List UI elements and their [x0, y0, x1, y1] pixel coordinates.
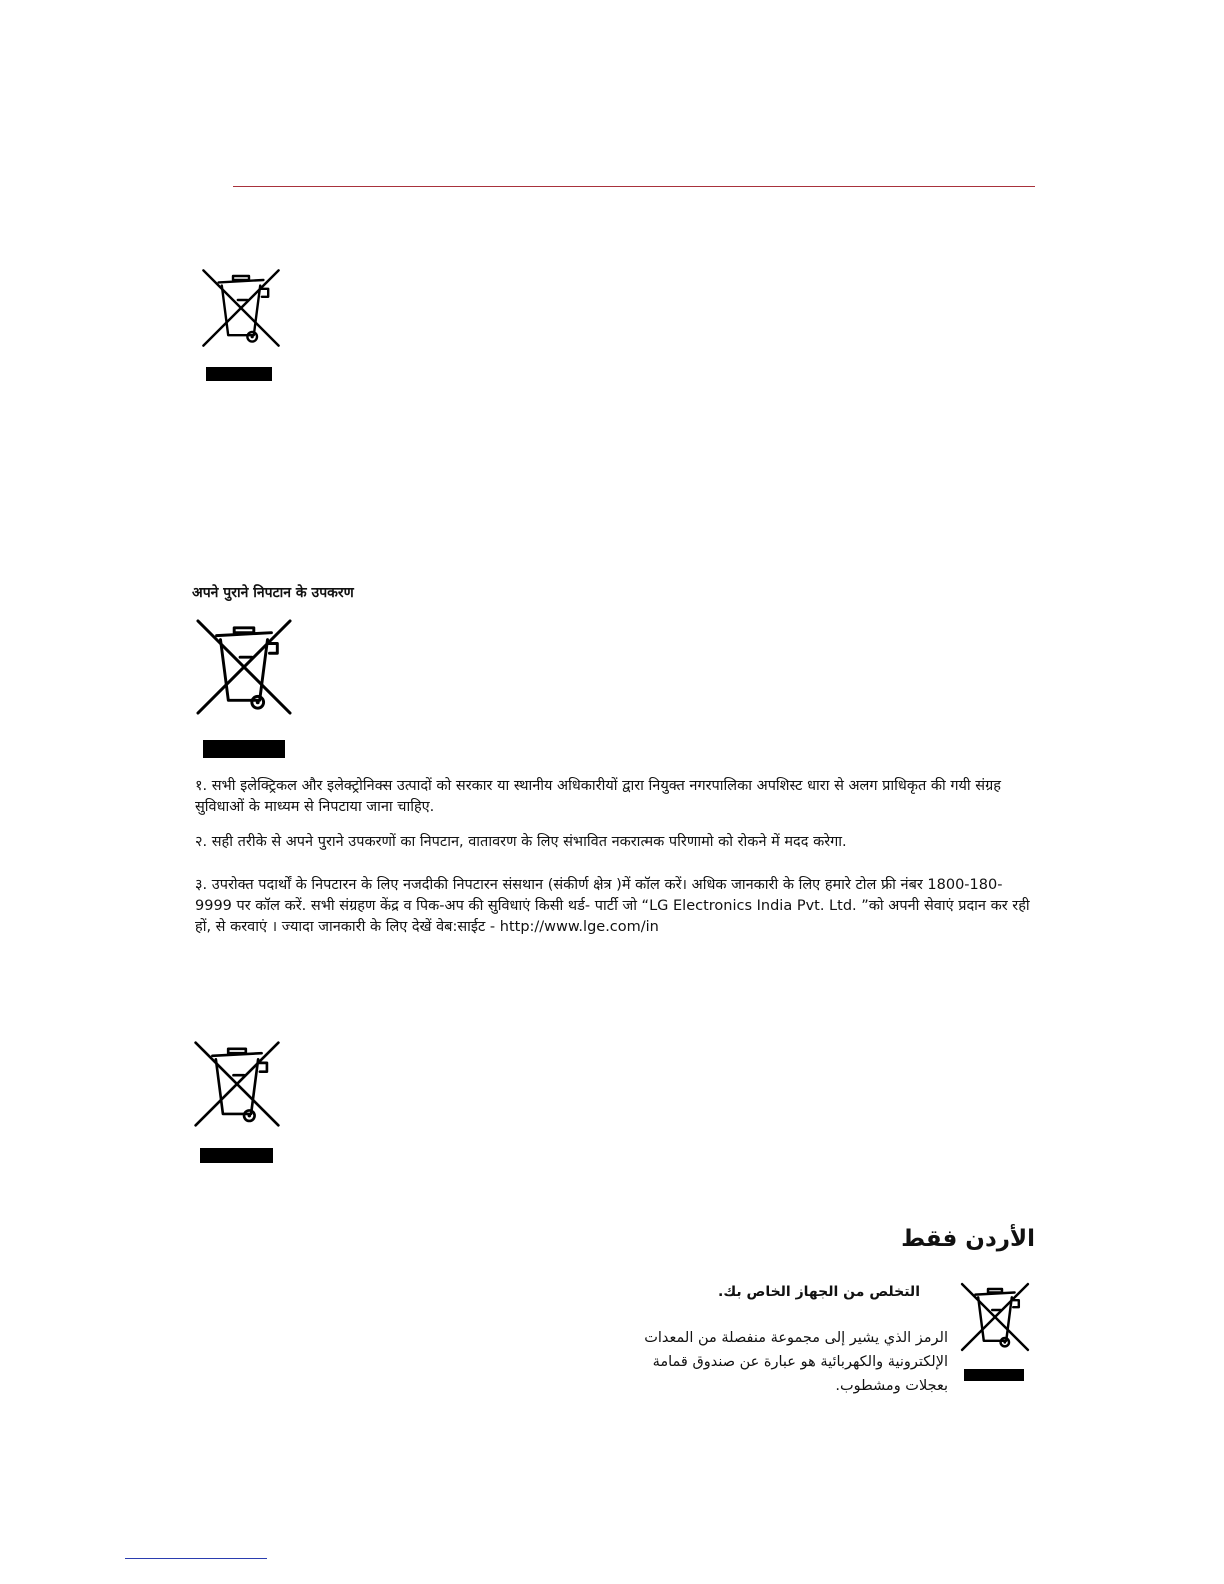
- crossed-out-wheelie-bin-icon: [201, 268, 281, 348]
- weee-symbol-1: [201, 268, 281, 348]
- arabic-section-body: الرمز الذي يشير إلى مجموعة منفصلة من المعدات الإلكترونية والكهربائية هو عبارة عن صندوق قمامة بعجلات ومشطوب.: [644, 1330, 948, 1394]
- hindi-item-1: १. सभी इलेक्ट्रिकल और इलेक्ट्रोनिक्स उत्पादों को सरकार या स्थानीय अधिकारीयों द्वारा नियुक्त नगरपालिका अपशिस्ट धारा से अलग प्राधिकृत की गयी संग्रह सुविधाओं के माध्यम से निपटाया जाना चाहिए.: [195, 778, 1001, 815]
- crossed-out-wheelie-bin-icon: [195, 618, 293, 716]
- hindi-item-3: ३. उपरोक्त पदार्थों के निपटारन के लिए नजदीकी निपटारन संसथान (संकीर्ण क्षेत्र )में कॉल करें। अधिक जानकारी के लिए हमारे टोल फ्री नंबर 1800-180-9999 पर कॉल करें. सभी संग्रहण केंद्र व पिक-अप की सुविधाएं किसी थर्ड- पार्टी जो “LG Electronics India Pvt. Ltd. ”को अपनी सेवाएं प्रदान कर रही हों, से करवाएं । ज्यादा जानकारी के लिए देखें वेब:साईट - http://www.lge.com/in: [195, 877, 1030, 935]
- hindi-item-2: २. सही तरीके से अपने पुराने उपकरणों का निपटान, वातावरण के लिए संभावित नकरात्मक परिणामो को रोकने में मदद करेगा.: [195, 834, 847, 850]
- footer-rule: [125, 1558, 267, 1559]
- arabic-section-title: الأردن فقط: [901, 1226, 1035, 1252]
- crossed-out-wheelie-bin-icon: [960, 1282, 1030, 1352]
- weee-symbol-2: [195, 618, 293, 716]
- hindi-section-heading: अपने पुराने निपटान के उपकरण: [192, 585, 354, 601]
- weee-symbol-3: [193, 1040, 281, 1128]
- weee-symbol-4: [960, 1282, 1030, 1352]
- crossed-out-wheelie-bin-icon: [193, 1040, 281, 1128]
- header-rule: [233, 186, 1035, 187]
- arabic-section-subtitle: التخلص من الجهاز الخاص بك.: [718, 1284, 920, 1300]
